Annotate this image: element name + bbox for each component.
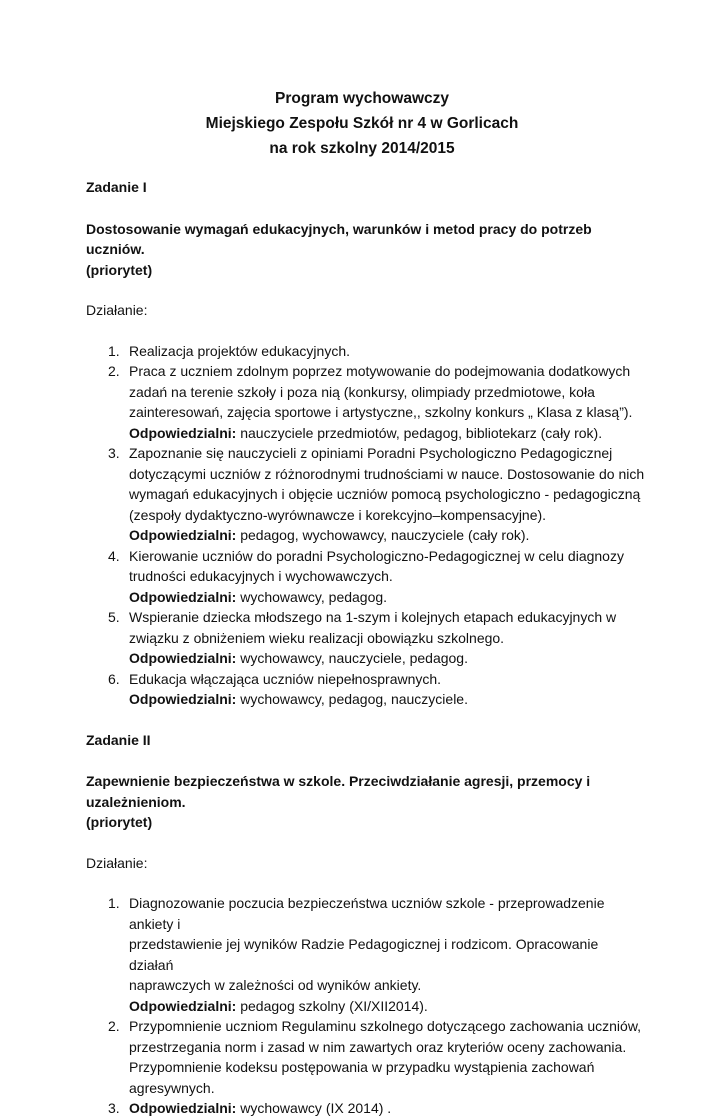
responsible-text: pedagog szkolny (XI/XII2014). — [236, 997, 428, 1014]
responsible-text: pedagog, wychowawcy, nauczyciele (cały rok). — [236, 527, 530, 543]
list-item — [86, 893, 646, 1016]
responsible-label: Odpowiedzialni: — [129, 997, 237, 1014]
list-item-number: 2. — [108, 363, 120, 379]
list-item-text: Edukacja włączająca uczniów niepełnosprawnych. — [129, 670, 442, 687]
list-item-number: 2. — [108, 1018, 120, 1034]
list-item-number: 6. — [108, 670, 120, 687]
list-item-text: związku z obniżeniem wieku realizacji obowiązku szkolnego. — [129, 629, 505, 646]
list-item-text: zadań na terenie szkoły i poza nią (konkursy, olimpiady przedmiotowe, koła — [129, 383, 595, 400]
list-item — [86, 607, 646, 669]
title-line-2: Miejskiego Zespołu Szkół nr 4 w Gorlicach — [205, 115, 519, 132]
list-item-text: naprawczych w zależności od wyników ankiety. — [129, 977, 422, 993]
section-1-action-label: Działanie: — [86, 302, 148, 318]
list-item-text: Kierowanie uczniów do poradni Psychologiczno-Pedagogicznej w celu diagnozy — [129, 547, 624, 564]
list-item-text: Diagnozowanie poczucia bezpieczeństwa uczniów szkole - przeprowadzenie ankiety i — [129, 895, 605, 932]
responsible-label: Odpowiedzialni: — [129, 650, 237, 666]
list-item-text: Przypomnienie kodeksu postępowania w przypadku wystąpienia zachowań — [129, 1059, 595, 1075]
section-1-heading: Zadanie I — [86, 179, 147, 195]
list-item-text: dotyczącymi uczniów z różnorodnymi trudnościami w nauce. Dostosowanie do nich — [129, 465, 645, 482]
section-2-action-label: Działanie: — [86, 854, 148, 871]
list-item — [86, 361, 646, 443]
section-2-task-line-2: (priorytet) — [86, 814, 153, 830]
responsible-label: Odpowiedzialni: — [129, 588, 237, 605]
list-item-text: trudności edukacyjnych i wychowawczych. — [129, 568, 393, 584]
document-body — [86, 177, 646, 1119]
list-item-text: Wspieranie dziecka młodszego na 1-szym i kolejnych etapach edukacyjnych w — [129, 609, 617, 625]
section-1-task — [86, 219, 646, 281]
responsible-text: wychowawcy (IX 2014) . — [236, 1100, 392, 1116]
list-item-text: (zespoły dydaktyczno-wyrównawcze i korekcyjno–kompensacyjne). — [129, 506, 547, 523]
list-item-number: 3. — [108, 1100, 120, 1116]
list-item-text: Realizacja projektów edukacyjnych. — [129, 342, 350, 359]
list-item — [86, 341, 646, 362]
list-item-number: 1. — [108, 342, 120, 359]
list-item — [86, 443, 646, 546]
list-item-text: przedstawienie jej wyników Radzie Pedagogicznej i rodzicom. Opracowanie działań — [129, 936, 599, 973]
list-item-text: agresywnych. — [129, 1079, 215, 1096]
title-line-3: na rok szkolny 2014/2015 — [269, 140, 455, 157]
list-item-text: zainteresowań, zajęcia sportowe i artystyczne,, szkolny konkurs „ Klasa z klasą”). — [129, 404, 633, 420]
responsible-text: wychowawcy, pedagog. — [236, 588, 388, 605]
responsible-text: wychowawcy, pedagog, nauczyciele. — [236, 691, 468, 707]
list-item — [86, 546, 646, 608]
responsible-text: wychowawcy, nauczyciele, pedagog. — [236, 650, 468, 666]
list-item-text: Praca z uczniem zdolnym poprzez motywowanie do podejmowania dodatkowych — [129, 363, 631, 379]
section-2-action-list — [86, 893, 646, 1119]
list-item-text: przestrzegania norm i zasad w nim zawartych oraz kryteriów oceny zachowania. — [129, 1038, 627, 1055]
responsible-label: Odpowiedzialni: — [129, 691, 237, 707]
section-1-task-line-1: Dostosowanie wymagań edukacyjnych, warunków i metod pracy do potrzeb uczniów. — [86, 220, 592, 257]
list-item-text: Zapoznanie się nauczycieli z opiniami Poradni Psychologiczno Pedagogicznej — [129, 445, 613, 461]
section-1-task-line-2: (priorytet) — [86, 261, 153, 278]
section-1-action-list — [86, 341, 646, 710]
list-item — [86, 1098, 646, 1119]
section-2-task — [86, 771, 646, 833]
list-item — [86, 669, 646, 710]
responsible-label: Odpowiedzialni: — [129, 527, 237, 543]
list-item-text: wymagań edukacyjnych i objęcie uczniów pomocą psychologiczno - pedagogiczną — [129, 486, 641, 502]
title-line-1: Program wychowawczy — [274, 90, 449, 107]
list-item-number: 5. — [108, 609, 120, 625]
responsible-text: nauczyciele przedmiotów, pedagog, bibliotekarz (cały rok). — [236, 424, 603, 441]
responsible-label: Odpowiedzialni: — [129, 1100, 237, 1116]
document-title — [0, 86, 724, 161]
responsible-label: Odpowiedzialni: — [129, 424, 237, 441]
list-item-text: Przypomnienie uczniom Regulaminu szkolnego dotyczącego zachowania uczniów, — [129, 1018, 642, 1034]
list-item-number: 1. — [108, 895, 120, 911]
list-item-number: 3. — [108, 445, 120, 461]
section-2-heading: Zadanie II — [86, 731, 151, 748]
list-item-number: 4. — [108, 547, 120, 564]
section-2-task-line-1: Zapewnienie bezpieczeństwa w szkole. Przeciwdziałanie agresji, przemocy i uzależnieniom. — [86, 773, 591, 810]
list-item — [86, 1016, 646, 1098]
